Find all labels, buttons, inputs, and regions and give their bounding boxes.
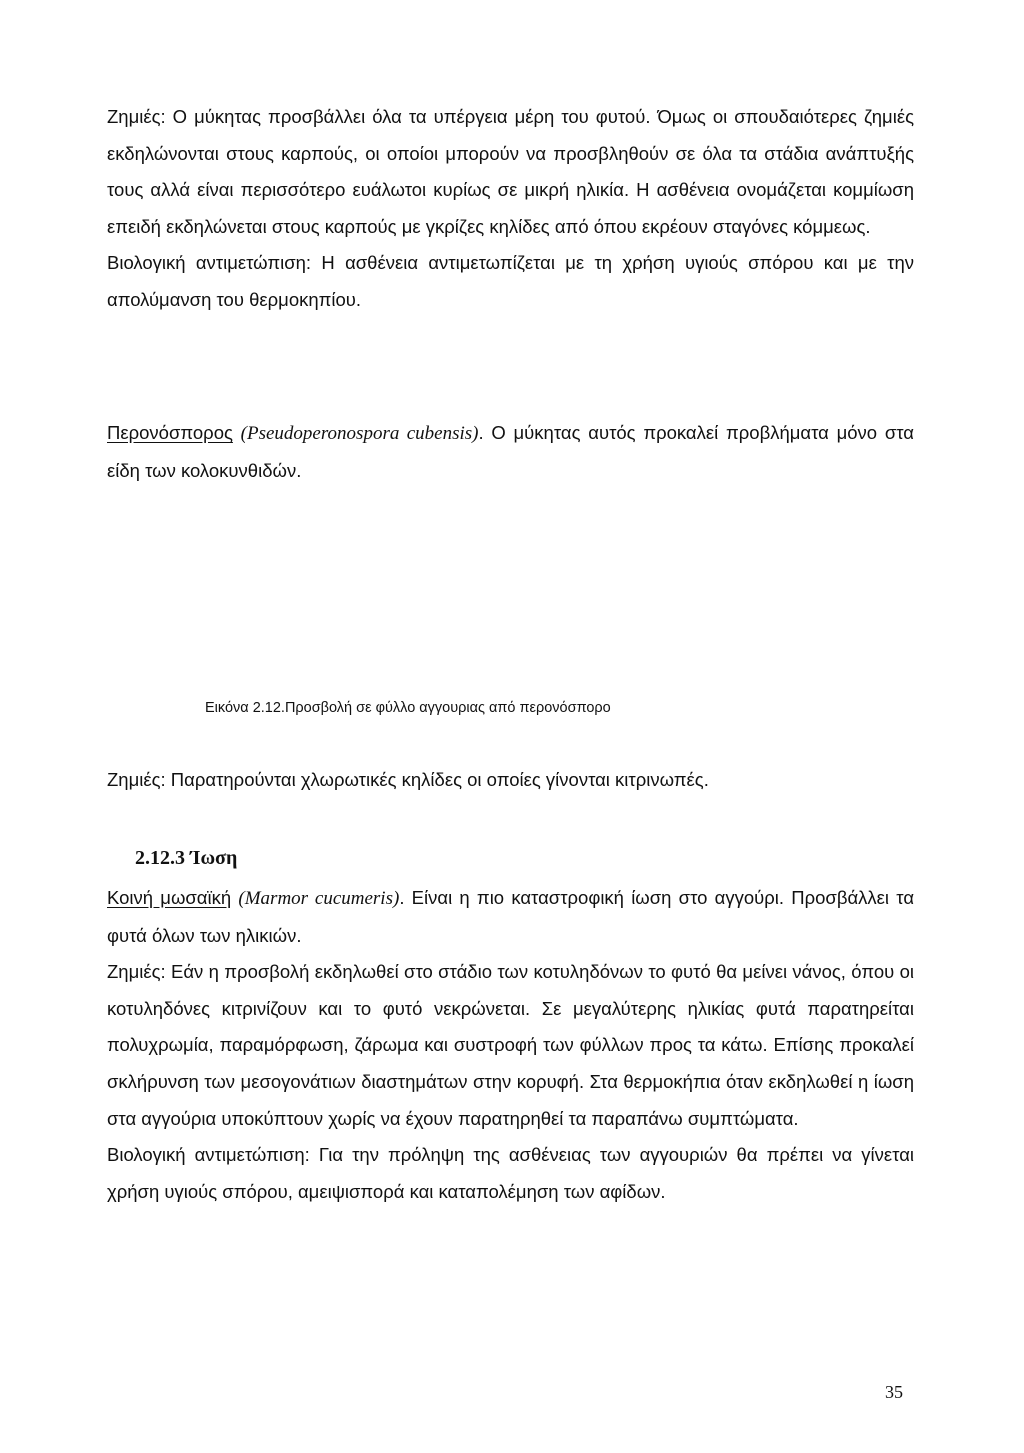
mosaic-name: Κοινή μωσαϊκή: [107, 887, 232, 908]
text-block-damages-2: [107, 762, 914, 799]
paragraph-damages-3: Ζημιές: Εάν η προσβολή εκδηλωθεί στο στάδιο των κοτυληδόνων το φυτό θα μείνει νάνος, όπου οι κοτυληδόνες κιτρινίζουν και το φυτό νεκρώνεται. Σε μεγαλύτερης ηλικίας φυτά παρατηρείται πολυχρωμία, παραμόρφωση, ζάρωμα και συστροφή των φύλλων προς τα κάτω. Επίσης προκαλεί σκλήρυνση των μεσογονάτιων διαστημάτων στην κορυφή. Στα θερμοκήπια όταν εκδηλωθεί η ίωση στα αγγούρια υποκύπτουν χωρίς να έχουν παρατηρηθεί τα παραπάνω συμπτώματα.: [107, 961, 914, 1129]
downy-mildew-name: Περονόσπορος: [107, 422, 233, 443]
downy-mildew-description: . Ο μύκητας αυτός προκαλεί προβλήματα μόνο στα είδη των κολοκυνθιδών.: [107, 422, 915, 481]
section-heading: 2.12.3 Ίωση: [135, 847, 238, 869]
text-block-downy-mildew: [107, 415, 914, 489]
paragraph-damages-2: Ζημιές: Παρατηρούνται χλωρωτικές κηλίδες οι οποίες γίνονται κιτρινωπές.: [107, 769, 709, 790]
paragraph-downy-mildew: [107, 415, 914, 489]
text-block-mosaic: [107, 880, 914, 1210]
downy-mildew-latin-name: (Pseudoperonospora cubensis): [240, 423, 479, 444]
page-number: 35: [885, 1382, 903, 1402]
mosaic-description: . Είναι η πιο καταστροφική ίωση στο αγγούρι. Προσβάλλει τα φυτά όλων των ηλικιών.: [107, 887, 915, 946]
mosaic-latin-name: (Marmor cucumeris): [238, 888, 400, 909]
text-block-top: [107, 99, 914, 319]
paragraph-biological-control-1: Βιολογική αντιμετώπιση: Η ασθένεια αντιμετωπίζεται με τη χρήση υγιούς σπόρου και με την απολύμανση του θερμοκηπίου.: [107, 252, 914, 310]
figure-caption: Εικόνα 2.12.Προσβολή σε φύλλο αγγουριας από περονόσπορο: [205, 700, 611, 716]
paragraph-damages-1: Ζημιές: Ο μύκητας προσβάλλει όλα τα υπέργεια μέρη του φυτού. Όμως οι σπουδαιότερες ζημιές εκδηλώνονται στους καρπούς, οι οποίοι μπορούν να προσβληθούν σε όλα τα στάδια ανάπτυξής τους αλλά είναι περισσότερο ευάλωτοι κυρίως σε μικρή ηλικία. Η ασθένεια ονομάζεται κομμίωση επειδή εκδηλώνεται στους καρπούς με γκρίζες κηλίδες από όπου εκρέουν σταγόνες κόμμεως.: [107, 106, 914, 237]
paragraph-biological-control-2: Βιολογική αντιμετώπιση: Για την πρόληψη της ασθένειας των αγγουριών θα πρέπει να γίνεται χρήση υγιούς σπόρου, αμειψισπορά και καταπολέμηση των αφίδων.: [107, 1144, 914, 1202]
paragraph-mosaic: [107, 880, 914, 954]
